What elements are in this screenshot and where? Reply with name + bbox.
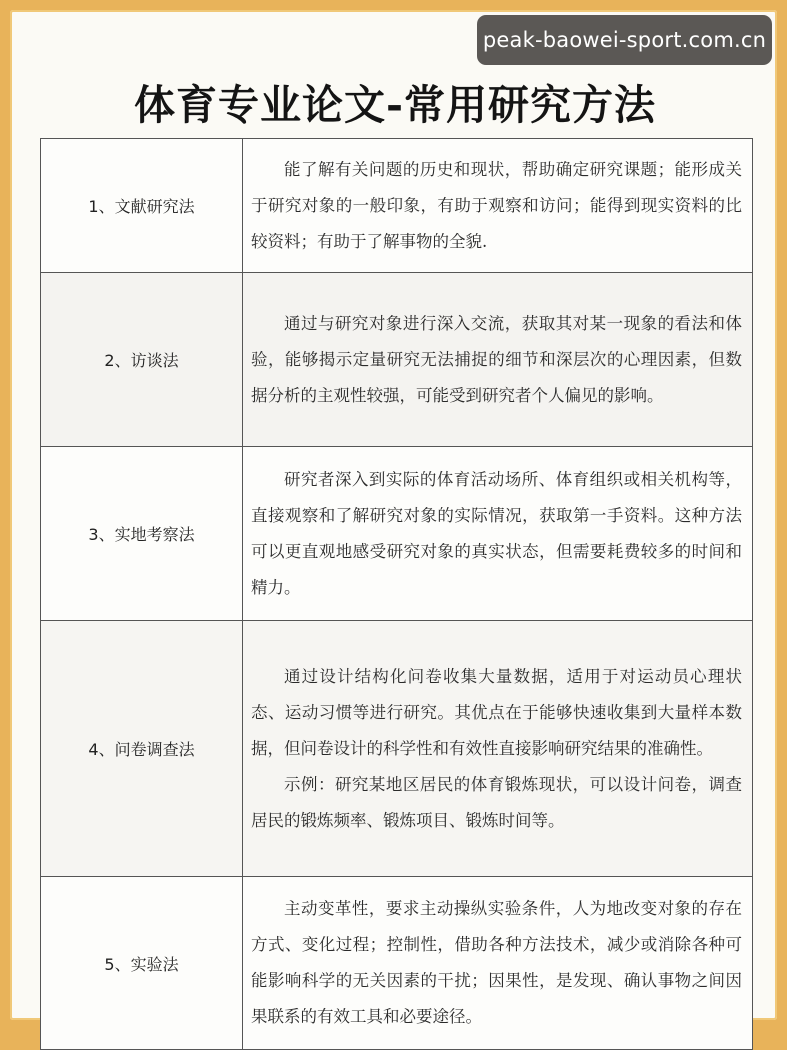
method-name-cell	[41, 621, 243, 877]
method-example: 示例：研究某地区居民的体育锻炼现状，可以设计问卷，调查居民的锻炼频率、锻炼项目、锻炼时间等。	[251, 774, 742, 830]
method-description: 主动变革性，要求主动操纵实验条件，人为地改变对象的存在方式、变化过程；控制性，借助各种方法技术，减少或消除各种可能影响科学的无关因素的干扰；因果性，是发现、确认事物之间因果联系的有效工具和必要途径。	[251, 899, 742, 1026]
method-description-cell	[243, 273, 753, 447]
table-row	[41, 621, 753, 877]
method-name-cell	[41, 139, 243, 273]
watermark-label: peak-baowei-sport.com.cn	[477, 15, 772, 65]
method-name-cell	[41, 877, 243, 1050]
method-name: 3、实地考察法	[88, 525, 195, 544]
method-name: 5、实验法	[104, 954, 179, 974]
method-description-cell	[243, 877, 753, 1050]
table-row	[41, 139, 753, 273]
method-description-cell	[243, 447, 753, 621]
method-name-cell	[41, 447, 243, 621]
table-row	[41, 447, 753, 621]
method-name: 4、问卷调查法	[88, 740, 195, 759]
method-description-cell	[243, 139, 753, 273]
method-name: 1、文献研究法	[88, 197, 195, 216]
page-title: 体育专业论文-常用研究方法	[133, 81, 656, 129]
method-description: 研究者深入到实际的体育活动场所、体育组织或相关机构等，直接观察和了解研究对象的实际情况，获取第一手资料。这种方法可以更直观地感受研究对象的真实状态，但需要耗费较多的时间和精力。	[251, 469, 742, 597]
method-name: 2、访谈法	[104, 351, 179, 370]
method-description: 能了解有关问题的历史和现状，帮助确定研究课题；能形成关于研究对象的一般印象，有助于观察和访问；能得到现实资料的比较资料；有助于了解事物的全貌.	[251, 159, 742, 251]
table-row	[41, 273, 753, 447]
methods-table	[40, 138, 753, 1050]
method-description: 通过设计结构化问卷收集大量数据，适用于对运动员心理状态、运动习惯等进行研究。其优点在于能够快速收集到大量样本数据，但问卷设计的科学性和有效性直接影响研究结果的准确性。	[251, 666, 742, 758]
method-name-cell	[41, 273, 243, 447]
table-row	[41, 877, 753, 1050]
method-description: 通过与研究对象进行深入交流，获取其对某一现象的看法和体验，能够揭示定量研究无法捕捉的细节和深层次的心理因素，但数据分析的主观性较强，可能受到研究者个人偏见的影响。	[251, 313, 742, 405]
method-description-cell	[243, 621, 753, 877]
